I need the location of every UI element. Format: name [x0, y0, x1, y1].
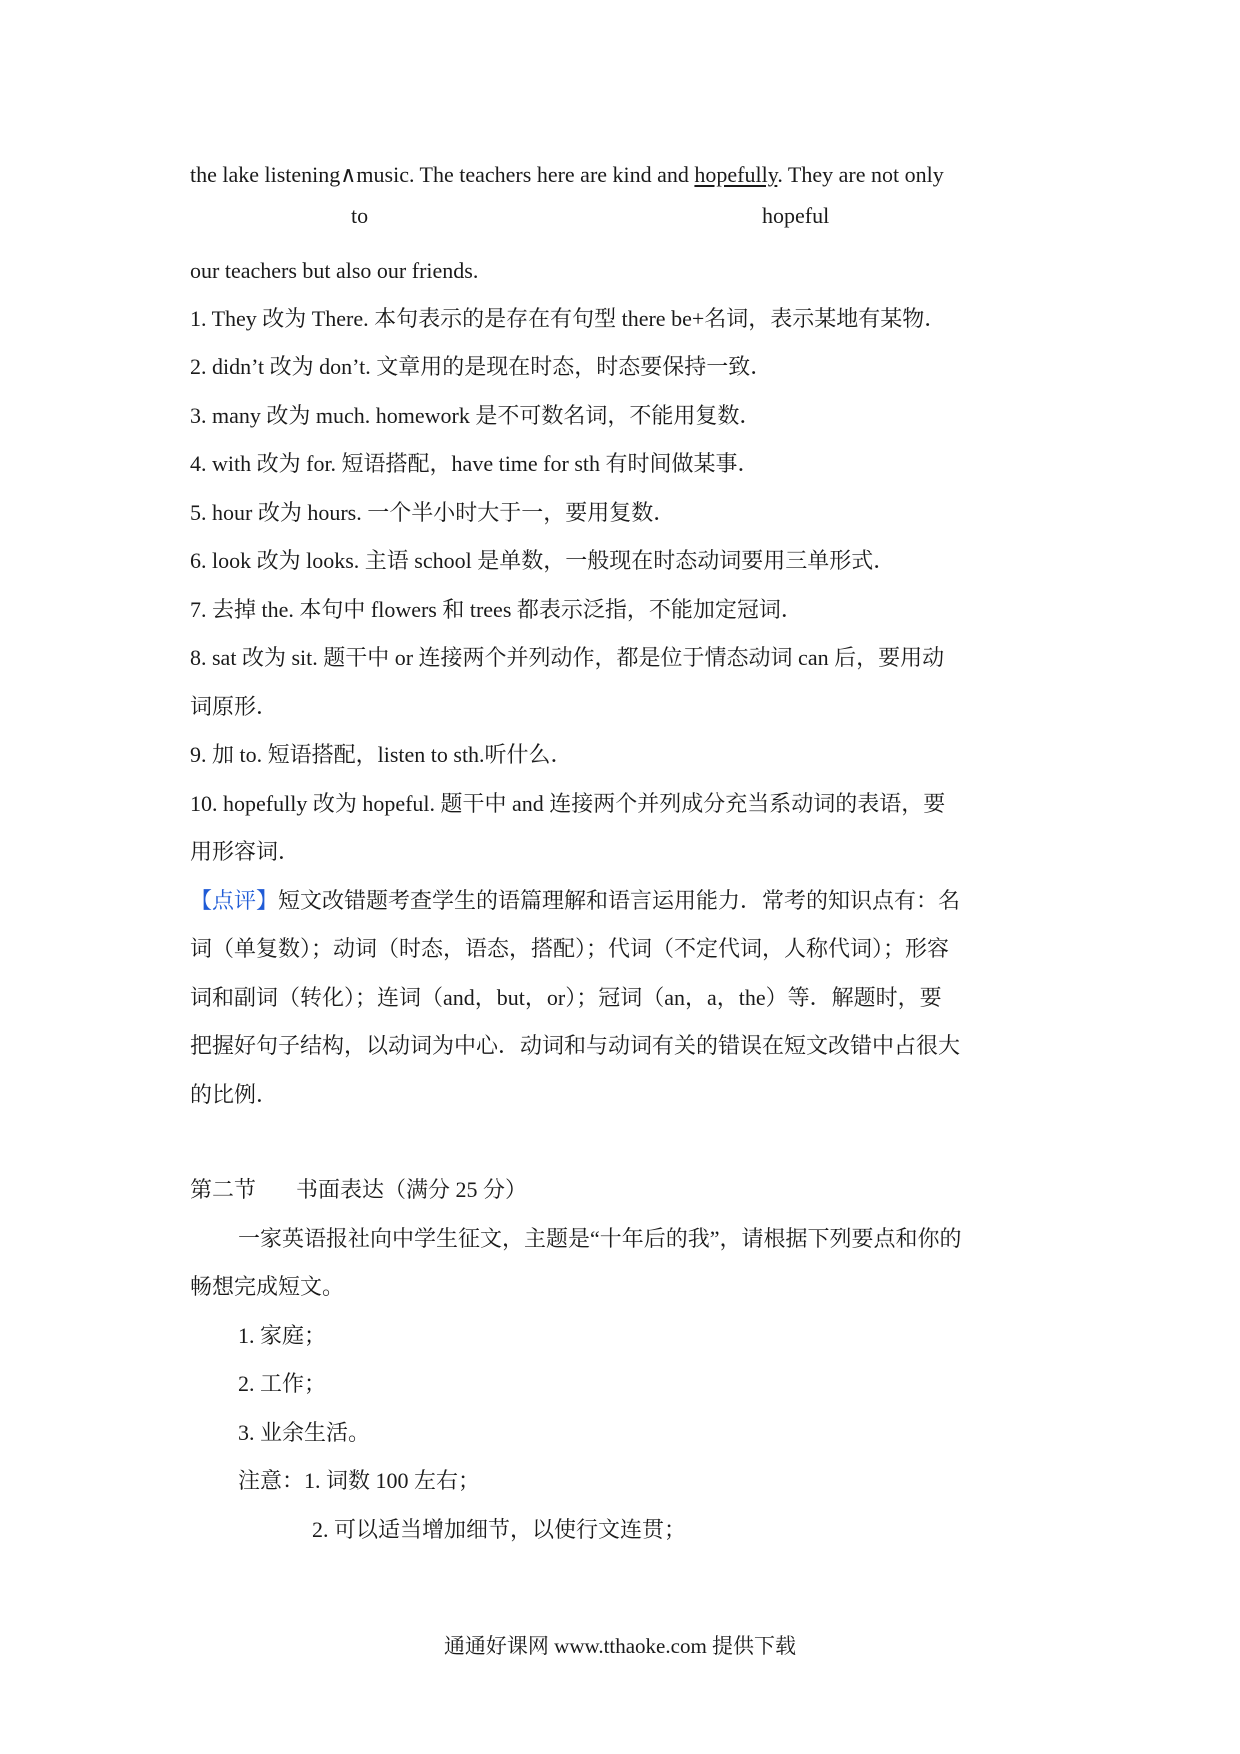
comment-line-1 — [190, 886, 960, 916]
answer-5: 5. hour 改为 hours. 一个半小时大于一，要用复数． — [190, 500, 676, 525]
answer-1: 1. They 改为 There. 本句表示的是存在有句型 there be+名词，表示某地有某物． — [190, 306, 947, 331]
comment-tag: 【点评】 — [190, 888, 279, 913]
point-3: 3. 业余生活。 — [238, 1420, 371, 1445]
underlined-error-word: hopefully — [694, 162, 778, 187]
note-label: 注意： — [238, 1468, 305, 1493]
answer-2: 2. didn’t 改为 don’t. 文章用的是现在时态，时态要保持一致． — [190, 354, 773, 379]
comment-line-4: 把握好句子结构，以动词为中心．动词和与动词有关的错误在短文改错中占很大 — [190, 1033, 961, 1058]
answer-10-cont: 用形容词． — [190, 839, 301, 864]
correction-hopeful: hopeful — [762, 203, 830, 228]
answer-8: 8. sat 改为 sit. 题干中 or 连接两个并列动作，都是位于情态动词 can 后，要用动 — [190, 645, 945, 670]
page-footer: 通通好课网 www.tthaoke.com 提供下载 — [443, 1634, 797, 1658]
passage-text: . They are not only — [777, 162, 944, 187]
section-title — [190, 1175, 527, 1205]
passage-line-2: our teachers but also our friends. — [190, 258, 479, 283]
answer-9: 9. 加 to. 短语搭配，listen to sth.听什么． — [190, 742, 573, 767]
note-line-1 — [238, 1466, 480, 1496]
section-name: 书面表达（满分 25 分） — [296, 1177, 528, 1202]
comment-line-5: 的比例． — [190, 1082, 279, 1107]
section-intro-1: 一家英语报社向中学生征文，主题是“十年后的我”，请根据下列要点和你的 — [238, 1226, 962, 1251]
answer-10: 10. hopefully 改为 hopeful. 题干中 and 连接两个并列成分充当系动词的表语，要 — [190, 791, 946, 816]
answer-7: 7. 去掉 the. 本句中 flowers 和 trees 都表示泛指，不能加定冠词． — [190, 597, 803, 622]
passage-text: music. The teachers here are kind and — [356, 162, 695, 187]
passage-line-1 — [190, 160, 944, 190]
passage-text: the lake listening — [190, 162, 341, 187]
insertion-caret: ∧ — [340, 162, 357, 187]
comment-line-2: 词（单复数）；动词（时态，语态，搭配）；代词（不定代词，人称代词）；形容 — [190, 936, 950, 961]
note-1: 1. 词数 100 左右； — [304, 1468, 481, 1493]
point-1: 1. 家庭； — [238, 1323, 327, 1348]
answer-4: 4. with 改为 for. 短语搭配，have time for sth 有时间做某事． — [190, 451, 760, 476]
comment-text: 短文改错题考查学生的语篇理解和语言运用能力．常考的知识点有：名 — [278, 888, 961, 913]
section-part: 第二节 — [190, 1177, 257, 1202]
correction-to: to — [351, 203, 369, 228]
comment-line-3: 词和副词（转化）；连词（and，but，or）；冠词（an，a，the）等．解题时，要 — [190, 985, 942, 1010]
note-2: 2. 可以适当增加细节，以使行文连贯； — [312, 1517, 687, 1542]
answer-8-cont: 词原形． — [190, 694, 279, 719]
answer-3: 3. many 改为 much. homework 是不可数名词，不能用复数． — [190, 403, 762, 428]
answer-6: 6. look 改为 looks. 主语 school 是单数，一般现在时态动词要用三单形式． — [190, 548, 896, 573]
section-intro-2: 畅想完成短文。 — [190, 1274, 345, 1299]
point-2: 2. 工作； — [238, 1371, 327, 1396]
